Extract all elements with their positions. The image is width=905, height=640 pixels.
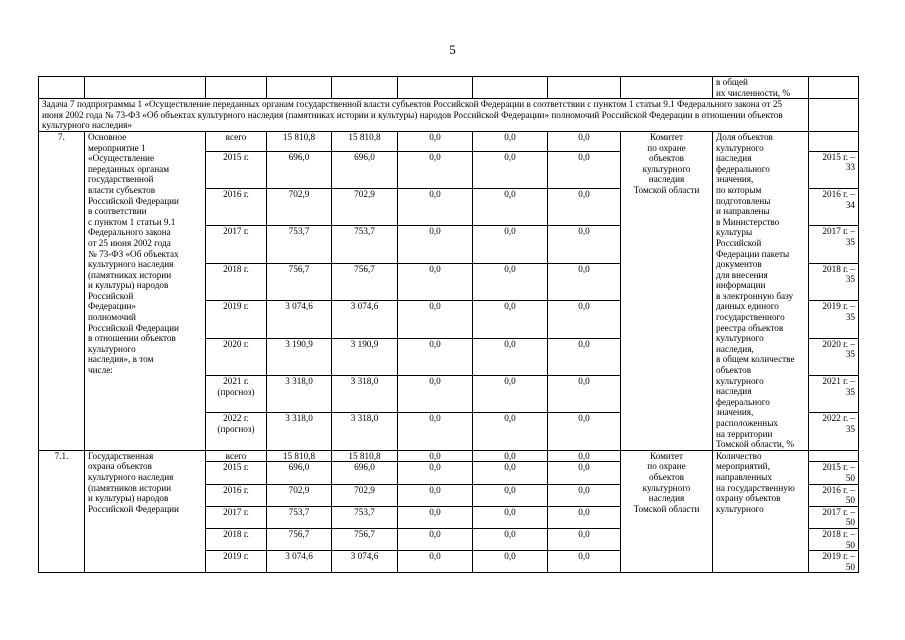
indicator-header-tail: в общей их численности, %	[713, 77, 809, 99]
year-cell: 2017 г.	[206, 226, 267, 263]
amount-fed: 3 190,9	[332, 338, 398, 375]
amount-oth: 0,0	[548, 226, 621, 263]
target-value: 2021 г. – 35	[809, 375, 859, 412]
target-value: 2017 г. – 35	[809, 226, 859, 263]
amount-fed: 3 318,0	[332, 375, 398, 412]
amount-total: 756,7	[267, 263, 332, 300]
amount-loc: 0,0	[473, 301, 548, 338]
target-value: 2015 г. – 50	[809, 462, 859, 484]
year-cell: 2016 г.	[206, 484, 267, 506]
year-cell: 2017 г.	[206, 506, 267, 528]
amount-oth: 0,0	[548, 131, 621, 151]
year-cell: 2020 г.	[206, 338, 267, 375]
amount-loc: 0,0	[473, 462, 548, 484]
year-cell: 2018 г.	[206, 263, 267, 300]
amount-oth: 0,0	[548, 151, 621, 188]
year-cell: всего	[206, 450, 267, 462]
amount-total: 756,7	[267, 528, 332, 550]
amount-reg: 0,0	[398, 506, 473, 528]
amount-oth: 0,0	[548, 484, 621, 506]
amount-loc: 0,0	[473, 506, 548, 528]
amount-fed: 696,0	[332, 151, 398, 188]
amount-total: 3 318,0	[267, 375, 332, 412]
amount-reg: 0,0	[398, 528, 473, 550]
target-value: 2022 г. – 35	[809, 413, 859, 450]
amount-reg: 0,0	[398, 450, 473, 462]
amount-loc: 0,0	[473, 450, 548, 462]
amount-total: 3 318,0	[267, 413, 332, 450]
amount-fed: 756,7	[332, 263, 398, 300]
amount-total: 15 810,8	[267, 450, 332, 462]
year-cell: 2016 г.	[206, 188, 267, 225]
indicator-text: Количество мероприятий, направленных на государственную охрану объектов культурного	[713, 450, 809, 573]
amount-oth: 0,0	[548, 450, 621, 462]
amount-fed: 753,7	[332, 506, 398, 528]
amount-fed: 15 810,8	[332, 450, 398, 462]
task-row	[39, 99, 859, 132]
amount-reg: 0,0	[398, 188, 473, 225]
amount-loc: 0,0	[473, 528, 548, 550]
year-cell: 2015 г.	[206, 462, 267, 484]
year-cell: всего	[206, 131, 267, 151]
executor: Комитет по охране объектов культурного наследия Томской области	[621, 131, 713, 450]
target-value	[809, 450, 859, 462]
amount-oth: 0,0	[548, 375, 621, 412]
amount-loc: 0,0	[473, 413, 548, 450]
target-value: 2019 г. – 35	[809, 301, 859, 338]
amount-oth: 0,0	[548, 188, 621, 225]
amount-oth: 0,0	[548, 506, 621, 528]
amount-total: 696,0	[267, 462, 332, 484]
amount-loc: 0,0	[473, 375, 548, 412]
amount-loc: 0,0	[473, 263, 548, 300]
page-number: 5	[449, 42, 456, 57]
amount-reg: 0,0	[398, 151, 473, 188]
amount-loc: 0,0	[473, 338, 548, 375]
executor: Комитет по охране объектов культурного наследия Томской области	[621, 450, 713, 573]
amount-fed: 702,9	[332, 188, 398, 225]
amount-reg: 0,0	[398, 301, 473, 338]
amount-fed: 3 074,6	[332, 301, 398, 338]
target-value: 2018 г. – 50	[809, 528, 859, 550]
amount-reg: 0,0	[398, 338, 473, 375]
amount-fed: 15 810,8	[332, 131, 398, 151]
amount-total: 753,7	[267, 506, 332, 528]
amount-total: 702,9	[267, 188, 332, 225]
amount-fed: 753,7	[332, 226, 398, 263]
amount-loc: 0,0	[473, 226, 548, 263]
amount-fed: 702,9	[332, 484, 398, 506]
amount-total: 696,0	[267, 151, 332, 188]
amount-oth: 0,0	[548, 413, 621, 450]
year-cell: 2019 г.	[206, 301, 267, 338]
target-value: 2019 г. – 50	[809, 551, 859, 573]
amount-oth: 0,0	[548, 528, 621, 550]
target-value	[809, 131, 859, 151]
amount-total: 3 074,6	[267, 551, 332, 573]
indicator-text: Доля объектов культурного наследия федерального значения, по которым подготовлены и направлены в Министерство культуры Российской Федерации пакеты документов для внесения информации в электронную базу данных единого государственного реестра объектов культурного наследия, в общем количестве объектов культурного наследия федерального значения, расположенных на территории Томской области, %	[713, 131, 809, 450]
measure-name: Государственная охрана объектов культурного наследия (памятников истории и культуры) народов Российской Федерации	[85, 450, 206, 573]
amount-total: 3 074,6	[267, 301, 332, 338]
year-cell: 2018 г.	[206, 528, 267, 550]
target-value: 2018 г. – 35	[809, 263, 859, 300]
task-title: Задача 7 подпрограммы 1 «Осуществление переданных органам государственной власти субъектов Российской Федерации в соответствии с пунктом 1 статьи 9.1 Федерального закона от 25 июня 2002 года № 73-ФЗ «Об объектах культурного наследия (памятниках истории и культуры) народов Российской Федерации» полномочий Российской Федерации в отношении объектов культурного наследия»	[39, 99, 809, 132]
amount-reg: 0,0	[398, 413, 473, 450]
target-value: 2017 г. – 50	[809, 506, 859, 528]
amount-total: 753,7	[267, 226, 332, 263]
amount-oth: 0,0	[548, 301, 621, 338]
row-number: 7.	[39, 131, 85, 450]
amount-reg: 0,0	[398, 131, 473, 151]
amount-fed: 756,7	[332, 528, 398, 550]
measure-name: Основное мероприятие 1 «Осуществление переданных органам государственной власти субъектов Российской Федерации в соответствии с пунктом 1 статьи 9.1 Федерального закона от 25 июня 2002 года № 73-ФЗ «Об объектах культурного наследия (памятниках истории и культуры) народов Российской Федерации» полномочий Российской Федерации в отношении объектов культурного наследия», в том числе:	[85, 131, 206, 450]
amount-loc: 0,0	[473, 551, 548, 573]
amount-reg: 0,0	[398, 375, 473, 412]
target-value: 2015 г. – 33	[809, 151, 859, 188]
year-cell: 2021 г. (прогноз)	[206, 375, 267, 412]
amount-oth: 0,0	[548, 551, 621, 573]
amount-oth: 0,0	[548, 338, 621, 375]
amount-total: 15 810,8	[267, 131, 332, 151]
amount-total: 702,9	[267, 484, 332, 506]
amount-fed: 696,0	[332, 462, 398, 484]
year-cell: 2019 г.	[206, 551, 267, 573]
table-row	[39, 450, 859, 462]
target-value: 2016 г. – 34	[809, 188, 859, 225]
amount-fed: 3 318,0	[332, 413, 398, 450]
amount-loc: 0,0	[473, 188, 548, 225]
amount-oth: 0,0	[548, 263, 621, 300]
row-number: 7.1.	[39, 450, 85, 573]
amount-loc: 0,0	[473, 484, 548, 506]
year-cell: 2022 г. (прогноз)	[206, 413, 267, 450]
amount-loc: 0,0	[473, 151, 548, 188]
amount-total: 3 190,9	[267, 338, 332, 375]
amount-reg: 0,0	[398, 551, 473, 573]
amount-reg: 0,0	[398, 484, 473, 506]
header-row-tail	[39, 77, 859, 99]
table-row	[39, 131, 859, 151]
amount-reg: 0,0	[398, 263, 473, 300]
amount-reg: 0,0	[398, 462, 473, 484]
program-table	[38, 76, 859, 573]
year-cell: 2015 г.	[206, 151, 267, 188]
target-value: 2020 г. – 35	[809, 338, 859, 375]
amount-loc: 0,0	[473, 131, 548, 151]
amount-reg: 0,0	[398, 226, 473, 263]
target-value: 2016 г. – 50	[809, 484, 859, 506]
amount-fed: 3 074,6	[332, 551, 398, 573]
amount-oth: 0,0	[548, 462, 621, 484]
